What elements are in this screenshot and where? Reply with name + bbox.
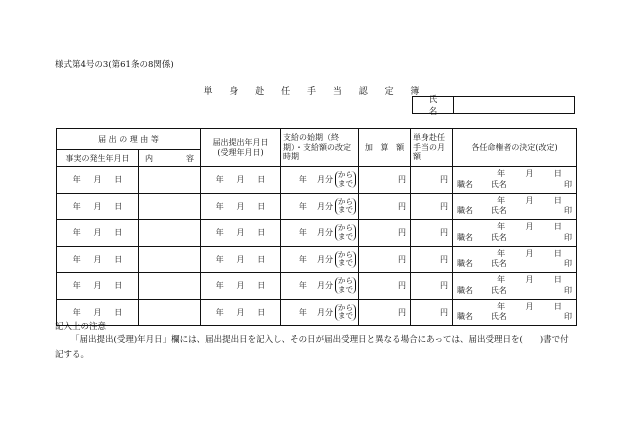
table-row (57, 193, 577, 220)
period-cell[interactable]: 年 月分 から まで (281, 167, 359, 194)
certification-table (56, 128, 577, 326)
period-cell[interactable]: 年 月分 から まで (281, 193, 359, 220)
header-occurrence-date: 事実の発生年月日 (57, 150, 139, 167)
header-decision: 各任命権者の決定(改定) (453, 129, 577, 167)
content-cell[interactable] (139, 299, 201, 326)
period-cell[interactable]: 年 月分 から まで (281, 246, 359, 273)
monthly-amount-cell[interactable]: 円 (411, 220, 453, 247)
addition-amount-cell[interactable]: 円 (359, 220, 411, 247)
content-cell[interactable] (139, 167, 201, 194)
decision-cell[interactable]: 年 月 日 職名 氏名 印 (453, 193, 577, 220)
table-row (57, 220, 577, 247)
content-cell[interactable] (139, 246, 201, 273)
addition-amount-cell[interactable]: 円 (359, 246, 411, 273)
header-monthly-amount: 単身赴任 手当の月 額 (411, 129, 453, 167)
form-number: 様式第4号の3(第61条の8関係) (55, 60, 174, 70)
from-to-bracket: から まで (335, 251, 356, 268)
decision-cell[interactable]: 年 月 日 職名 氏名 印 (453, 299, 577, 326)
period-cell[interactable]: 年 月分 から まで (281, 220, 359, 247)
content-cell[interactable] (139, 273, 201, 300)
decision-cell[interactable]: 年 月 日 職名 氏名 印 (453, 167, 577, 194)
table-row (57, 246, 577, 273)
header-period: 支給の始期（終 期）・支給額の改定 時期 (281, 129, 359, 167)
submit-date-cell[interactable]: 年 月 日 (201, 167, 281, 194)
addition-amount-cell[interactable]: 円 (359, 299, 411, 326)
table-row (57, 299, 577, 326)
occurrence-date-cell[interactable]: 年 月 日 (57, 193, 139, 220)
from-to-bracket: から まで (335, 224, 356, 241)
page-title: 単 身 赴 任 手 当 認 定 簿 (203, 87, 427, 97)
monthly-amount-cell[interactable]: 円 (411, 167, 453, 194)
submit-date-cell[interactable]: 年 月 日 (201, 193, 281, 220)
header-submit-date: 届出提出年月日 (受理年月日) (201, 129, 281, 167)
name-field[interactable] (455, 97, 574, 113)
from-to-bracket: から まで (335, 304, 356, 321)
content-cell[interactable] (139, 193, 201, 220)
name-box (412, 95, 575, 117)
monthly-amount-cell[interactable]: 円 (411, 193, 453, 220)
header-addition: 加 算 額 (359, 129, 411, 167)
addition-amount-cell[interactable]: 円 (359, 193, 411, 220)
table-row (57, 167, 577, 194)
occurrence-date-cell[interactable]: 年 月 日 (57, 299, 139, 326)
occurrence-date-cell[interactable]: 年 月 日 (57, 273, 139, 300)
notes-title: 記入上の注意 (55, 322, 107, 332)
submit-date-cell[interactable]: 年 月 日 (201, 299, 281, 326)
monthly-amount-cell[interactable]: 円 (411, 273, 453, 300)
submit-date-cell[interactable]: 年 月 日 (201, 246, 281, 273)
decision-cell[interactable]: 年 月 日 職名 氏名 印 (453, 273, 577, 300)
period-cell[interactable]: 年 月分 から まで (281, 299, 359, 326)
decision-cell[interactable]: 年 月 日 職名 氏名 印 (453, 246, 577, 273)
content-cell[interactable] (139, 220, 201, 247)
header-content: 内 容 (139, 150, 201, 167)
notes-body: 「届出提出(受理)年月日」欄には、届出提出日を記入し、その日が届出受理日と異なる場合にあっては、届出受理日を( )書で付記する。 (55, 335, 569, 360)
table-row (57, 273, 577, 300)
addition-amount-cell[interactable]: 円 (359, 167, 411, 194)
period-cell[interactable]: 年 月分 から まで (281, 273, 359, 300)
occurrence-date-cell[interactable]: 年 月 日 (57, 246, 139, 273)
submit-date-cell[interactable]: 年 月 日 (201, 273, 281, 300)
decision-cell[interactable]: 年 月 日 職名 氏名 印 (453, 220, 577, 247)
header-reason-group: 届 出 の 理 由 等 (57, 129, 201, 150)
submit-date-cell[interactable]: 年 月 日 (201, 220, 281, 247)
monthly-amount-cell[interactable]: 円 (411, 299, 453, 326)
monthly-amount-cell[interactable]: 円 (411, 246, 453, 273)
from-to-bracket: から まで (335, 198, 356, 215)
name-label: 氏 名 (413, 97, 454, 113)
occurrence-date-cell[interactable]: 年 月 日 (57, 167, 139, 194)
occurrence-date-cell[interactable]: 年 月 日 (57, 220, 139, 247)
from-to-bracket: から まで (335, 171, 356, 188)
from-to-bracket: から まで (335, 277, 356, 294)
addition-amount-cell[interactable]: 円 (359, 273, 411, 300)
